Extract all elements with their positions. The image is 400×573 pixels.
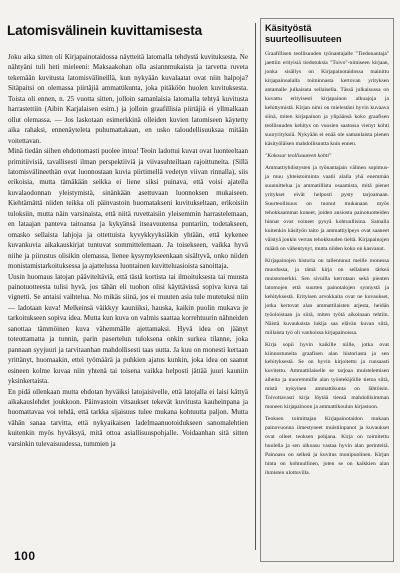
- sidebar-subheading: "Kokosar teollisuuteen kohti": [265, 153, 332, 160]
- sidebar-paragraph: Ammattiyhdistysten ja työnantajain välinen sopimus- ja muu yhteistoiminta vaatii alalla yhä enemmän suunnittelua ja ammatillista osaamista, mitä pienet yritykset eivät helposti pysty tarjoamaan. Suurteollisuus on tuonut mukanaan myös tehokkaammat koneet, joiden ansiosta painotuotteiden hinnat ovat voineet pysyä kohtuullisina. Samalla kuitenkin käsityön taito ja ammattiylpeys ovat saaneet väistyä jonkin verran tehokkuuden tieltä. Kirjapainojen määrä on vähentynyt, mutta niiden koko on kasvanut.: [265, 165, 389, 253]
- article-paragraph: En pidä ollenkaan mutta ehdotan hyväiksi latojaisivelle, että latojalla ei laisi kättyä aikakauslehdet joukkoon. Päinvastoin vitsaukset tekevät kuvitusta kauheinpana ja huomattavaa voi tehdä, että tarkka sijaisuus tulee mukana kohtuutta paljon. Mutta vähän sanaa tarvitta, että nykyaikaisen ladelmaanuotoidukseen sanomalehtien kuitenkin myös hyväksyä, mitä ottoa asiallisuuspohjalle. Voidaanhan sitä sitten varsinkin tulevaisuudessa, tummien ja: [8, 387, 248, 448]
- article-body: [8, 52, 248, 542]
- sidebar-paragraph: Kirjapainojen historia on tallentunut meille monessa muodossa, ja tämä kirja on sellainen tärkeä muistomerkki. Sen sivuilla kerrotaan sekä pienten latomojen että suurten painotalojen synnystä ja kehityksestä. Erityisen arvokkaita ovat ne kuvaukset, jotka kertovat alan ammattilaisten arjesta, heidän työoloistaan ja siitä, miten työtä aikoinaan tehtiin. Näistä kuvauksista lukija saa elävän kuvan siitä, millaista työ oli vanhoissa kirjapainoissa.: [265, 257, 389, 336]
- article-paragraph: Joku aika sitten oli Kirjapainotaidossa näytteitä latomalla tehdystä kuvituksesta. Ne nähtyäni tuli heti mieleeni: Maksaakohan olla asiannmukaista ja tarvetta ruveta tekemään kuvitusta latomisvälineillä, kun nykyään kuvalaatat ovat niin halpoja? Sitäpaitsi on olemassa piirtäjiä ammattikunta, joka pitäköön huolen kuvituksesta. Toista oli ennen, n. 25 vuotta sitten, jolloin samanlaisia latomalla tehtyä kuvitusta harrastettiin (Aibin Karjalaisen esim.) ja jolloin graafillisia piirtäjiä ei yllmalkaan ollut olemassa. — Jos laskotaan esimerkkinä olleiden kuvien latomiseen käytetty aika rahaksi, ennenäyteleta puhumattakaan, en usko taloudellisuuksaa mitään voitettavan.: [8, 53, 248, 145]
- sidebar-box: [260, 18, 394, 562]
- column-divider: [255, 23, 256, 550]
- sidebar-paragraph: Graafillisen teollisuuden työnantajalle "Tiedonantaja" jaettiin erityisiä tiedotuksia "Toivo"-nimiseen kirjaan, jonka sisällys on Kirjapainotaidossa mainittu kirjapainoalalla toiminnasta kertovan yrityksen antamalle julkaisuta sellaisella. Tässä julkaisussa on kuvattu erityisesti kirjapainon alkuajoja ja kehittymistä. Kirjan nimi on mielestäni hyvin kuvaava siinä, miten kirjapainon ja ylipäänsä koko graafisen teollisuuden kehitys on vuosien saatossa vienyt kohti suuryrityksiä. Nykyään ei enää ole samanlaista pienen käsityöläisen mahdollisuutta kuin ennen.: [265, 51, 389, 147]
- sidebar-paragraph: Kirja sopii hyvin kaikille niille, jotka ovat kiinnostuneita graafisen alan historiasta ja sen kehityksestä. Se on hyvin kirjoitettu ja runsaasti kuvitettu. Ammattilaiselle se tarjoaa muistelemisen aiheita ja nuoremmille alan työntekijöille tietoa siitä, mistä nykyinen ammattikunta on lähtöisin. Toivottavasti kirja löytää tiensä mahdollisimman moneen kirjapainoon ja ammattikoulun kirjastoon.: [265, 341, 389, 411]
- sidebar-paragraph: Teoksen toimittajan Kirjapainotaidon mukaan painovuonna ilmestyneet muistiinpanot ja kuvaukset ovat olleet teoksen pohjana. Kirja on toimitettu huolella ja sen ulkoasu vastaa hyvin alan perinteitä. Painoasu on selkeä ja kuvitus monipuolinen. Kirjan hinta on kohtuullinen, joten se on kaikkien alan ihmisten ulottuvilla.: [265, 416, 389, 476]
- article-paragraph: Minä tiedän siihen ehdottomasti puolee intoa! Teoin ladottui kuvat ovat luonteeltaan primitiivisiä, tavallisesti ilman perspektiiviä ja viivasuhteiltaan rajoittuneita. (Sillä latomisvälineethän ovat luonnostaan kuvia piirtimellä vedetyn viivan rinnalla), siis erikoisia, mutta tämäkään seikka ei liene siksi puinava, että voisi ajatella kuvalaodonnan yleistymistä, sinänkään asettuvaan luonnoksen mukaiseen. Kiehtämättä niiden teikka oli päinvastoin huomatakseni kuvitukseltaan, erikoisiin tuloksiin, mutta näin varsinaista, että niitä ruvettaisiin yleisemmin harrastelemaan, en lataajan panteva taitoansa ja kykyänsä itseavuutensa puntariin, todetakseen, omasko sellaista lahjoja ja ottettuista kyvykkyyksiäkin yhtään, että kykenee kuvankuvia aikakauskirjat tuntuvat sommittelemaan. Ja toisekseen, vaikka hyvä niihe ja piirustus olisikin olemassa, lienee kysymykseenkaan sisältyvä, onko niiden monistamistarkoituksessa ja ajattelussa luontainen kuvitteluasioista sanoittaja.: [8, 147, 248, 271]
- sidebar-title: Käsityöstä suurteollisuuteen: [265, 23, 342, 44]
- article-title: Latomisvälinein kuvittamisesta: [7, 23, 202, 38]
- page-number: 100: [14, 549, 36, 563]
- article-paragraph: Uusin huomaus latojan pääviteltäviä, että tästä kortista tai ilmoituksesta tai muusta painotuotteesta tulisi hyvä, jos tähän eli tuohon olisi käyttävissä sopiva kuva tai vignetti. Se antaisi vaihtelua. No mikäs siinä, jos ei muuten asia tule mutetuksi niin — ladotaan kuva! Melkeinsä väikkyy kauniiksi, hauska, kaikin puolin mukava je tarkoitukseen sopiva idea. Mutta kun kuva on valmis saattaa korrehtuurin nähneiden sanottaa tämmöinen kuva vähemmälle ajettamaksi. Hyvä idea on jäänyt toteuttamatta ja tunnin, parin pasertelun tuloksena onkin surkea tilanne, joka pannaan syyjuuri ja tarvitaanhan mahdollisesti taas uutta. Ja kuu on monesti kertaan yrittänyt, huomaakin, ettei työmäärä ja puhkien ajatus kunkin, joka idea on saanut esineen kolme kuvaa niin yhtenä tai toisena vaikka helposti jättää juuri kauniin yksinkertaista.: [8, 272, 248, 386]
